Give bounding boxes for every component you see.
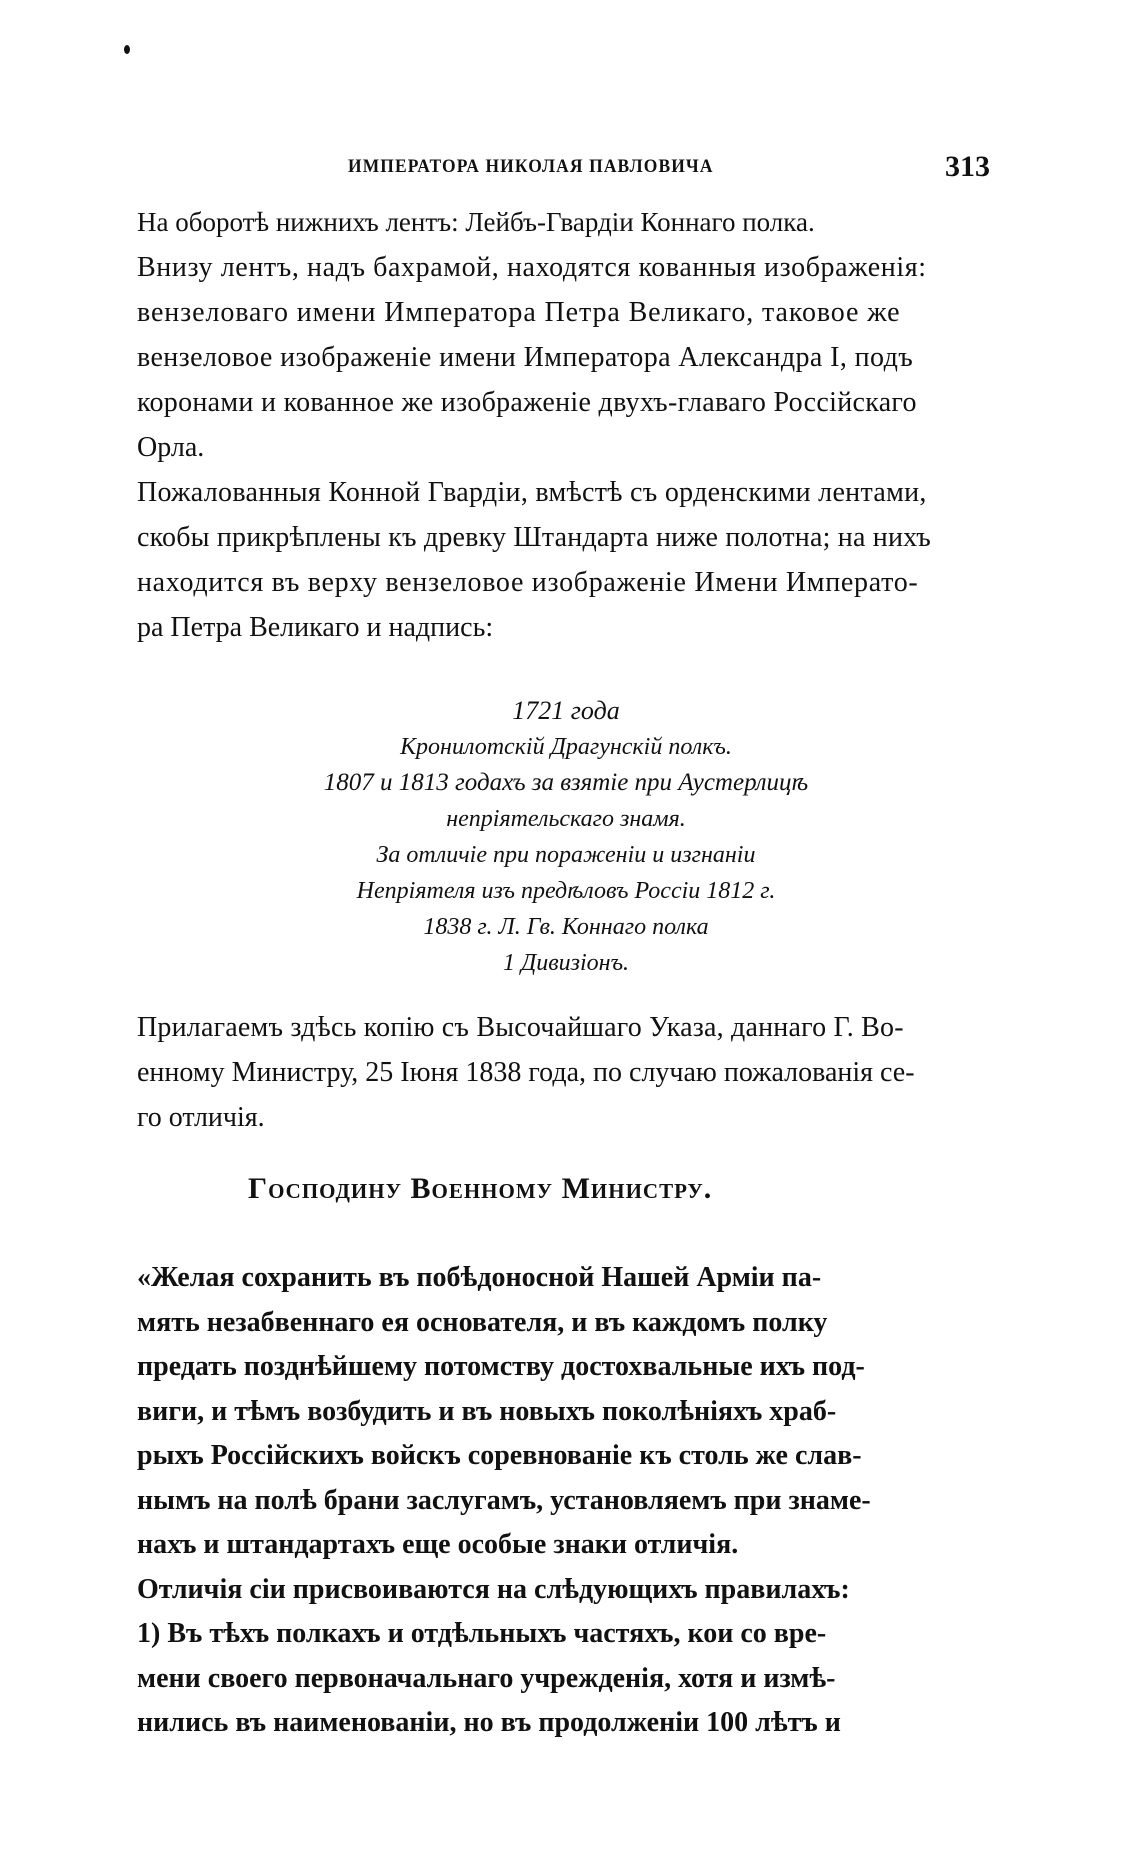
text-line: Прилагаемъ здѣсь копію съ Высочайшаго Указа, даннаго Г. Во- <box>137 1012 904 1043</box>
text-line: вензеловое изображеніе имени Императора Александра I, подъ <box>137 342 914 373</box>
decree-line: Отличія сіи присвоиваются на слѣдующихъ правилахъ: <box>137 1573 850 1605</box>
standard-inscription <box>137 693 995 981</box>
page-number: 313 <box>945 150 990 183</box>
inscription-line: Кронилотскій Драгунскій полкъ. <box>400 734 732 760</box>
running-header <box>0 150 1140 186</box>
decree-line: 1) Въ тѣхъ полкахъ и отдѣльныхъ частяхъ, кои со вре- <box>137 1618 827 1649</box>
inscription-line: За отличіе при пораженіи и изгнаніи <box>376 842 756 868</box>
text-line: коронами и кованное же изображеніе двухъ-главаго Россійскаго <box>137 387 917 418</box>
text-line: скобы прикрѣплены къ древку Штандарта ниже полотна; на нихъ <box>137 522 931 553</box>
decree-line: нымъ на полѣ брани заслугамъ, установляемъ при знаме- <box>137 1484 871 1516</box>
running-header-title: ИМПЕРАТОРА НИКОЛАЯ ПАВЛОВИЧА <box>348 156 714 177</box>
decree-line: мени своего первоначальнаго учрежденія, хотя и измѣ- <box>137 1662 836 1694</box>
decree-line: нились въ наименованіи, но въ продолженіи 100 лѣтъ и <box>137 1707 841 1738</box>
inscription-line: 1807 и 1813 годахъ за взятіе при Аустерлицѣ <box>323 769 809 796</box>
decree-line: рыхъ Россійскихъ войскъ соревнованіе къ столь же слав- <box>137 1440 862 1471</box>
paragraph-decree-copy <box>137 1005 995 1140</box>
text-line: енному Министру, 25 Іюня 1838 года, по случаю пожалованія се- <box>137 1057 915 1088</box>
text-line: вензеловаго имени Императора Петра Великаго, таковое же <box>137 297 901 328</box>
decree-line: мять незабвеннаго ея основателя, и въ каждомъ полку <box>137 1306 828 1338</box>
text-line: ра Петра Великаго и надпись: <box>137 612 494 643</box>
text-line: Пожалованныя Конной Гвардіи, вмѣстѣ съ орденскими лентами, <box>137 477 927 508</box>
paragraph-ribbons <box>137 200 995 470</box>
inscription-line: 1721 года <box>512 696 620 725</box>
decree-line: виги, и тѣмъ возбудить и въ новыхъ поколѣніяхъ храб- <box>137 1395 837 1427</box>
inscription-line: непріятельскаго знамя. <box>446 806 686 832</box>
inscription-line: Непріятеля изъ предѣловъ Россіи 1812 г. <box>356 878 776 904</box>
inscription-line: 1 Дивизіонъ. <box>502 950 630 976</box>
decree-heading: Господину Военному Министру. <box>248 1172 713 1205</box>
text-line: го отличія. <box>137 1102 265 1133</box>
decree-text <box>137 1256 995 1746</box>
ink-dot-mark <box>124 45 130 54</box>
text-line: На оборотѣ нижнихъ лентъ: Лейбъ-Гвардіи Коннаго полка. <box>137 207 815 237</box>
decree-line: нахъ и штандартахъ еще особые знаки отличія. <box>137 1529 739 1560</box>
text-line: Орла. <box>137 432 205 463</box>
inscription-line: 1838 г. Л. Гв. Коннаго полка <box>423 914 709 940</box>
text-line: находится въ верху вензеловое изображеніе Имени Императо- <box>137 567 919 598</box>
decree-line: «Желая сохранить въ побѣдоносной Нашей Арміи па- <box>137 1262 822 1293</box>
text-line: Внизу лентъ, надъ бахрамой, находятся кованныя изображенія: <box>137 252 927 283</box>
decree-line: предать позднѣйшему потомству достохвальные ихъ под- <box>137 1351 865 1382</box>
paragraph-staples <box>137 470 995 650</box>
